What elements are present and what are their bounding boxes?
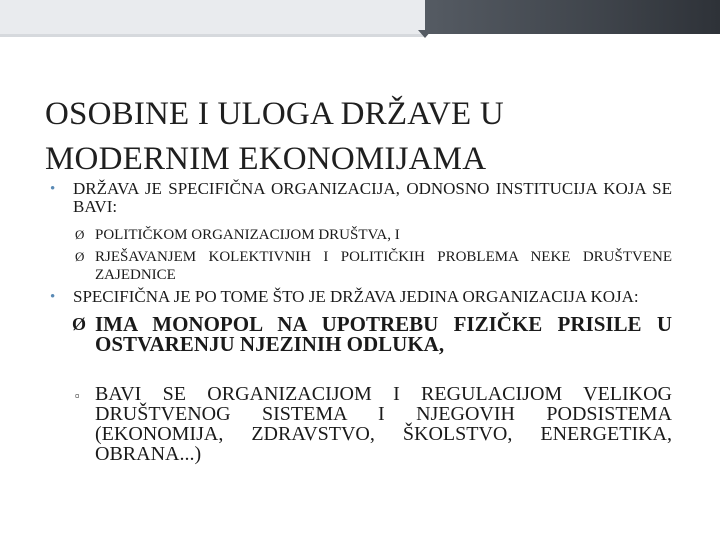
bullet-1-text: DRŽAVA JE SPECIFIČNA ORGANIZACIJA, ODNOSNO INSTITUCIJA KOJA SE BAVI: xyxy=(73,179,672,216)
bullet-2-text: SPECIFIČNA JE PO TOME ŠTO JE DRŽAVA JEDINA ORGANIZACIJA KOJA: xyxy=(73,287,639,306)
bullet-dot-icon: • xyxy=(50,181,56,197)
sub-bullet-1-2-text: RJEŠAVANJEM KOLEKTIVNIH I POLITIČKIH PROBLEMA NEKE DRUŠTVENE ZAJEDNICE xyxy=(95,249,672,283)
header-notch xyxy=(418,30,432,38)
arrow-bullet-icon: Ø xyxy=(75,227,85,242)
sub-bullet-2-2 xyxy=(50,384,672,464)
header-rule xyxy=(0,34,425,37)
sub-bullet-1-1-text: POLITIČKOM ORGANIZACIJOM DRUŠTVA, I xyxy=(95,227,400,243)
bullet-dot-icon: • xyxy=(50,289,56,305)
slide-body xyxy=(50,180,672,464)
square-bullet-icon: ▫ xyxy=(75,388,80,403)
bullet-1 xyxy=(50,180,672,216)
sub-bullet-1-2 xyxy=(50,248,672,284)
sub-bullet-2-1 xyxy=(50,314,672,354)
bullet-2 xyxy=(50,288,672,306)
title-line-2: MODERNIM EKONOMIJAMA xyxy=(45,141,487,177)
arrow-bullet-icon: Ø xyxy=(75,249,85,264)
arrow-bullet-icon: Ø xyxy=(72,314,87,334)
sub-bullet-2-1-text: IMA MONOPOL NA UPOTREBU FIZIČKE PRISILE U OSTVARENJU NJEZINIH ODLUKA, xyxy=(95,312,672,356)
header-accent-bar xyxy=(425,0,720,34)
sub-bullet-1-1 xyxy=(50,226,672,244)
slide-title xyxy=(45,92,685,182)
title-line-1: OSOBINE I ULOGA DRŽAVE U xyxy=(45,96,504,132)
sub-bullet-2-2-text: BAVI SE ORGANIZACIJOM I REGULACIJOM VELIKOG DRUŠTVENOG SISTEMA I NJEGOVIH PODSISTEMA (EKONOMIJA, ZDRAVSTVO, ŠKOLSTVO, ENERGETIKA, OBRANA...) xyxy=(95,383,672,465)
